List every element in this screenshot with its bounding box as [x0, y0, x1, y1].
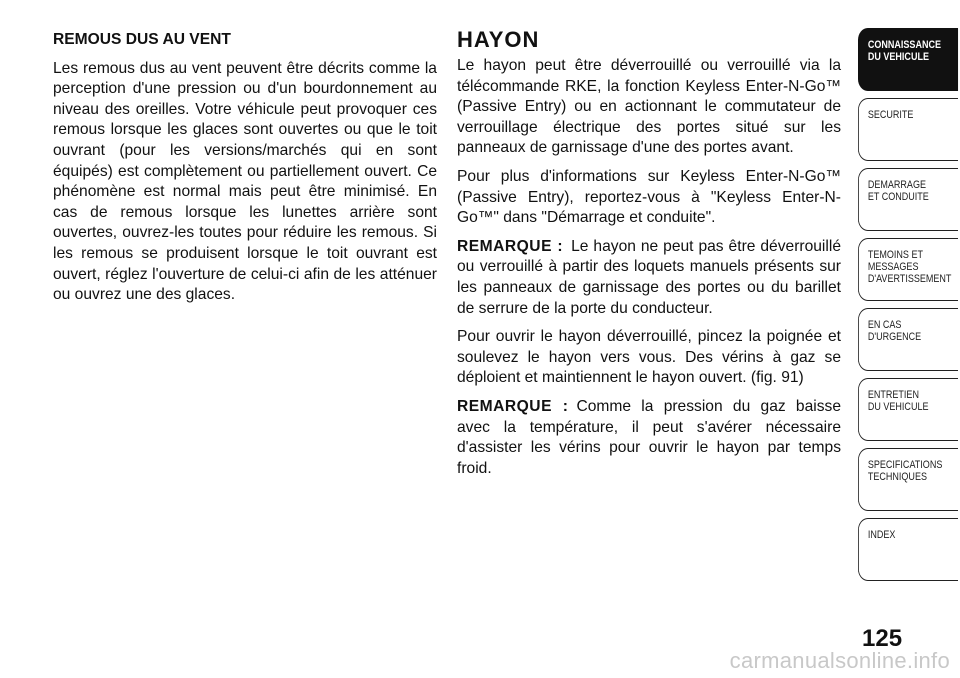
tab-label: SPECIFICATIONS TECHNIQUES — [867, 459, 943, 483]
chapter-tabs — [858, 28, 960, 588]
body-paragraph: Le hayon peut être déverrouillé ou verrouillé via la télécommande RKE, la fonction Keyless Enter-N-Go™ (Passive Entry) ou en actionnant le commutateur de verrouillage électrique des portes situé sur les panneaux de garnissage d'une des portes avant. — [457, 57, 841, 157]
section-subheading: REMOUS DUS AU VENT — [53, 31, 231, 48]
tab-temoins-et-messages[interactable] — [858, 238, 958, 301]
tab-en-cas-d-urgence[interactable] — [858, 308, 958, 371]
right-column — [457, 27, 842, 479]
tab-label: DEMARRAGE ET CONDUITE — [867, 179, 929, 203]
tab-demarrage-et-conduite[interactable] — [858, 168, 958, 231]
tab-label: INDEX — [867, 529, 896, 541]
remark-text: Le hayon ne peut pas être déverrouillé ou verrouillé à partir des loquets manuels présents sur les panneaux de garnissage des portes ou du barillet de serrure de la porte du conducteur. — [457, 237, 841, 317]
remark-label: REMARQUE : — [457, 397, 569, 415]
body-paragraph: Pour ouvrir le hayon déverrouillé, pincez la poignée et soulevez le hayon vers vous. Des vérins à gaz se déploient et maintiennent le hayon ouvert. (fig. 91) — [457, 328, 841, 387]
remark-text: Comme la pression du gaz baisse avec la température, il peut s'avérer nécessaire d'assister les vérins pour ouvrir le hayon par temps froid. — [457, 397, 842, 477]
tab-label: ENTRETIEN DU VEHICULE — [867, 389, 929, 413]
tab-label: CONNAISSANCE DU VEHICULE — [867, 39, 942, 63]
section-title: HAYON — [457, 27, 540, 52]
remark-paragraph — [457, 397, 841, 479]
tab-label: EN CAS D'URGENCE — [867, 319, 922, 343]
remark-label: REMARQUE : — [457, 237, 564, 255]
tab-securite[interactable] — [858, 98, 958, 161]
tab-index[interactable] — [858, 518, 958, 581]
left-column — [53, 30, 437, 306]
body-paragraph: Pour plus d'informations sur Keyless Enter-N-Go™ (Passive Entry), reportez-vous à "Keyless Enter-N-Go™" dans "Démarrage et conduite". — [457, 167, 841, 227]
tab-specifications-techniques[interactable] — [858, 448, 958, 511]
tab-entretien-du-vehicule[interactable] — [858, 378, 958, 441]
tab-connaissance-du-vehicule[interactable] — [858, 28, 958, 91]
tab-label: SECURITE — [867, 109, 914, 121]
watermark: carmanualsonline.info — [729, 648, 950, 673]
body-paragraph: Les remous dus au vent peuvent être décrits comme la perception d'une pression ou d'un bourdonnement au niveau des oreilles. Votre véhicule peut provoquer ces remous lorsque les glaces sont ouvertes ou que le toit ouvrant (pour les versions/marchés qui en sont équipés) est complètement ou partiellement ouvert. Ce phénomène est normal mais peut être minimisé. En cas de remous lorsque les lunettes arrière sont ouvertes, ouvrez-les toutes pour réduire les remous. Si les remous se produisent lorsque le toit ouvrant est ouvert, réglez l'ouverture de celui-ci afin de les atténuer ou ouvrez une des glaces. — [53, 59, 437, 304]
tab-label: TEMOINS ET MESSAGES D'AVERTISSEMENT — [867, 249, 952, 285]
page-number: 125 — [862, 625, 903, 652]
remark-paragraph — [457, 237, 841, 319]
